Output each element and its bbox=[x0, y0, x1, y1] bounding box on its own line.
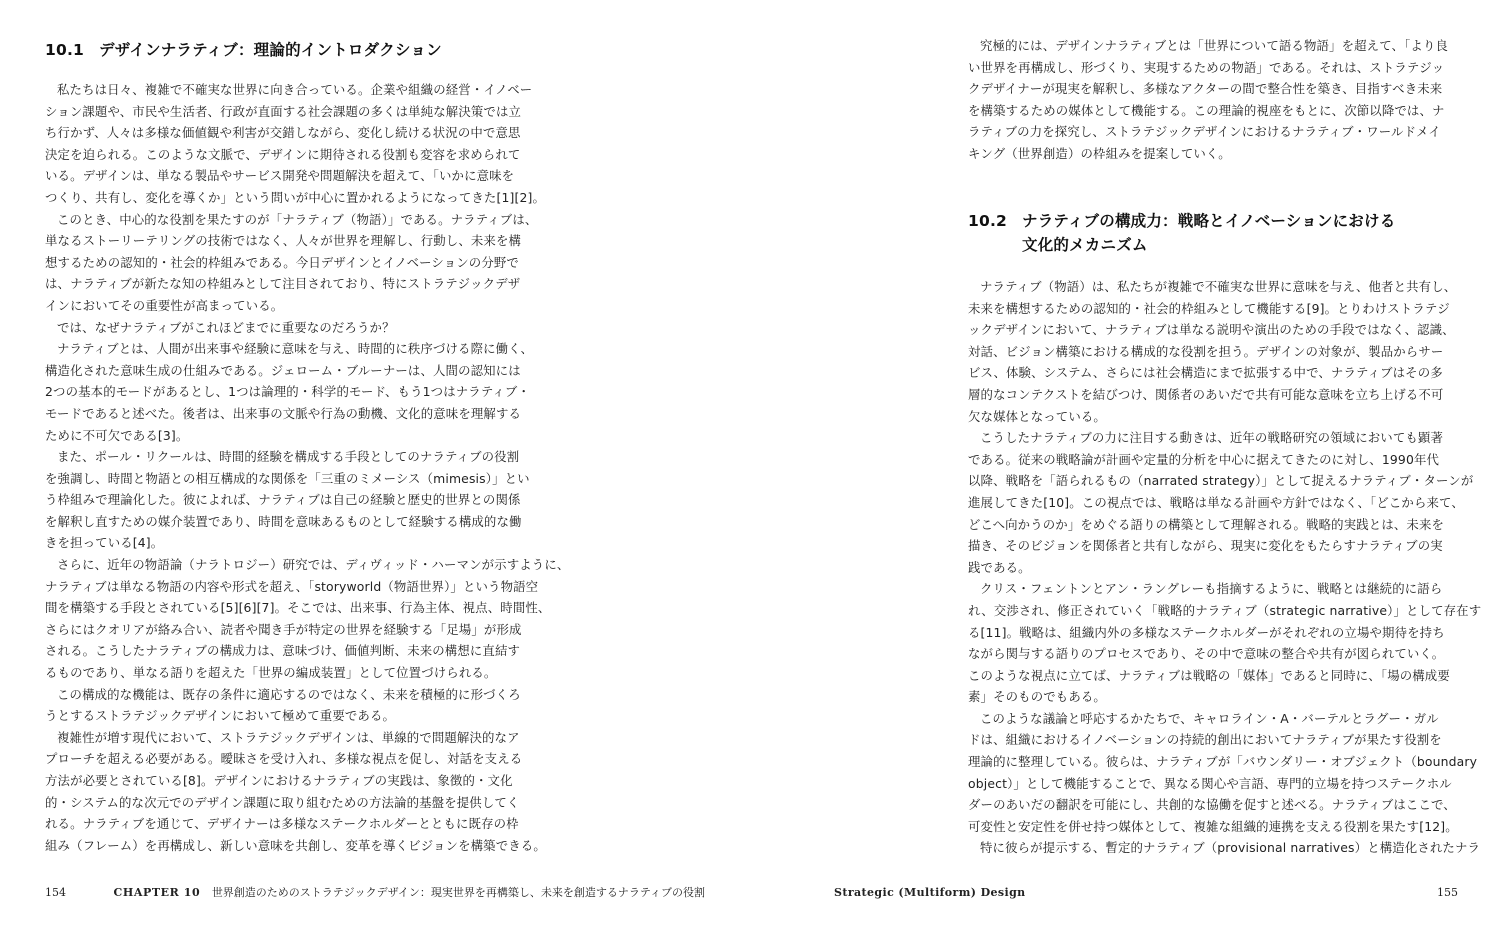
text-line: るものであり、単なる語りを超えた「世界の編成装置」として位置づけられる。 bbox=[45, 665, 497, 681]
text-line: キング（世界創造）の枠組みを提案していく。 bbox=[968, 145, 1231, 161]
text-line: ドは、組織におけるイノベーションの持続的創出においてナラティブが果たす役割を bbox=[968, 732, 1442, 748]
text-line: また、ポール・リクールは、時間的経験を構成する手段としてのナラティブの役割 bbox=[57, 449, 520, 465]
text-line: インにおいてその重要性が高まっている。 bbox=[45, 297, 284, 313]
section-number: 10.1 bbox=[45, 41, 85, 59]
section-heading-10-1 bbox=[45, 38, 442, 62]
text-line: 的・システム的な次元でのデザイン課題に取り組むための方法論的基盤を提供してく bbox=[45, 794, 520, 810]
right-footer bbox=[834, 885, 1458, 901]
text-line: 未来を構想するための認知的・社会的枠組みとして機能する[9]。とりわけストラテジ bbox=[968, 300, 1450, 316]
text-line: される。こうしたナラティブの構成力は、意味づけ、価値判断、未来の構想に直結す bbox=[45, 643, 521, 659]
text-line: 方法が必要とされている[8]。デザインにおけるナラティブの実践は、象徴的・文化 bbox=[45, 773, 513, 788]
text-line: ビス、体験、システム、さらには社会構造にまで拡張する中で、ナラティブはその多 bbox=[968, 365, 1443, 381]
text-line: いる。デザインは、単なる製品やサービス開発や問題解決を超えて、「いかに意味を bbox=[45, 168, 515, 184]
text-line: この構成的な機能は、既存の条件に適応するのではなく、未来を積極的に形づくろ bbox=[57, 686, 521, 702]
text-line: 決定を迫られる。このような文脈で、デザインに期待される役割も変容を求められて bbox=[45, 146, 521, 162]
text-line: きを担っている[4]。 bbox=[45, 535, 164, 551]
text-line: 層的なコンテクストを結びつけ、関係者のあいだで共有可能な意味を立ち上げる不可 bbox=[968, 386, 1444, 402]
text-line: う枠組みで理論化した。彼によれば、ナラティブは自己の経験と歴史的世界との関係 bbox=[45, 492, 521, 508]
text-line: 素」そのものでもある。 bbox=[968, 689, 1106, 705]
text-line: 欠な媒体となっている。 bbox=[968, 408, 1106, 424]
text-line: 以降、戦略を「語られるもの（narrated strategy）」として捉えるナラティブ・ターンが bbox=[968, 473, 1474, 489]
text-line: 究極的には、デザインナラティブとは「世界について語る物語」を超えて、「より良 bbox=[980, 38, 1448, 53]
text-line: ために不可欠である[3]。 bbox=[45, 427, 189, 443]
chapter-label: CHAPTER 10 bbox=[113, 886, 201, 899]
text-line: 組み（フレーム）を再構成し、新しい意味を共創し、変革を導くビジョンを構築できる。 bbox=[45, 837, 546, 853]
text-line: 複雑性が増す現代において、ストラテジックデザインは、単線的で問題解決的なア bbox=[57, 729, 520, 745]
text-line: 特に彼らが提示する、暫定的ナラティブ（provisional narratives）と構造化されたナラ bbox=[980, 840, 1481, 856]
section-title-line1: ナラティブの構成力：戦略とイノベーションにおける bbox=[1022, 212, 1396, 230]
text-line: 践である。 bbox=[968, 559, 1031, 575]
text-line: ックデザインにおいて、ナラティブは単なる説明や演出のための手段ではなく、認識、 bbox=[968, 322, 1455, 338]
text-line: このような議論と呼応するかたちで、キャロライン・A・バーテルとラグー・ガル bbox=[980, 710, 1439, 726]
text-line: 想するための認知的・社会的枠組みである。今日デザインとイノベーションの分野で bbox=[45, 254, 519, 270]
text-line: る[11]。戦略は、組織内外の多様なステークホルダーがそれぞれの立場や期待を持ち bbox=[968, 624, 1445, 640]
text-line: さらにはクオリアが絡み合い、読者や聞き手が特定の世界を経験する「足場」が形成 bbox=[45, 621, 522, 637]
text-line: クデザイナーが現実を解釈し、多様なアクターの間で整合性を築き、目指すべき未来 bbox=[968, 81, 1443, 97]
text-line: は、ナラティブが新たな知の枠組みとして注目されており、特にストラテジックデザ bbox=[45, 276, 521, 292]
right-body-text bbox=[968, 276, 1482, 859]
text-line: では、なぜナラティブがこれほどまでに重要なのだろうか？ bbox=[57, 319, 395, 335]
text-line: ダーのあいだの翻訳を可能にし、共創的な協働を促すと述べる。ナラティブはここで、 bbox=[968, 797, 1456, 813]
text-line: 可変性と安定性を併せ持つ媒体として、複雑な組織的連携を支える役割を果たす[12]。 bbox=[968, 818, 1458, 834]
text-line: 対話、ビジョン構築における構成的な役割を担う。デザインの対象が、製品からサー bbox=[968, 343, 1444, 359]
text-line: ナラティブとは、人間が出来事や経験に意味を与え、時間的に秩序づける際に働く、 bbox=[57, 341, 534, 357]
chapter-title: 世界創造のためのストラテジックデザイン：現実世界を再構築し、未来を創造するナラティブの役割 bbox=[211, 886, 705, 899]
text-line: 私たちは日々、複雑で不確実な世界に向き合っている。企業や組織の経営・イノベー bbox=[57, 82, 533, 97]
right-page bbox=[750, 0, 1500, 927]
text-line: プローチを超える必要がある。曖昧さを受け入れ、多様な視点を促し、対話を支える bbox=[45, 751, 523, 767]
section-title: デザインナラティブ：理論的イントロダクション bbox=[99, 41, 442, 59]
right-intro-text bbox=[968, 35, 1468, 165]
text-line: ナラティブは単なる物語の内容や形式を超え、「storyworld（物語世界）」という物語空 bbox=[45, 578, 539, 594]
text-line: クリス・フェントンとアン・ラングレーも指摘するように、戦略とは継続的に語ら bbox=[980, 581, 1443, 597]
text-line: れる。ナラティブを通じて、デザイナーは多様なステークホルダーとともに既存の枠 bbox=[45, 816, 519, 832]
text-line: 2つの基本的モードがあるとし、1つは論理的・科学的モード、もう1つはナラティブ・ bbox=[45, 384, 531, 400]
text-line: ち行かず、人々は多様な価値観や利害が交錯しながら、変化し続ける状況の中で意思 bbox=[45, 125, 521, 141]
page-number-right: 155 bbox=[1437, 886, 1458, 899]
text-line: モードであると述べた。後者は、出来事の文脈や行為の動機、文化的意味を理解する bbox=[45, 405, 522, 421]
text-line: 単なるストーリーテリングの技術ではなく、人々が世界を理解し、行動し、未来を構 bbox=[45, 233, 522, 249]
left-footer bbox=[45, 885, 705, 901]
text-line: 描き、そのビジョンを関係者と共有しながら、現実に変化をもたらすナラティブの実 bbox=[968, 538, 1443, 554]
text-line: さらに、近年の物語論（ナラトロジー）研究では、ディヴィッド・ハーマンが示すように、 bbox=[57, 557, 570, 573]
text-line: このような視点に立てば、ナラティブは戦略の「媒体」であると同時に、「場の構成要 bbox=[968, 667, 1450, 683]
text-line: ション課題や、市民や生活者、行政が直面する社会課題の多くは単純な解決策では立 bbox=[45, 103, 522, 119]
page-number-left: 154 bbox=[45, 886, 66, 899]
text-line: を解釈し直すための媒介装置であり、時間を意味あるものとして経験する構成的な働 bbox=[45, 513, 522, 529]
text-line: を強調し、時間と物語との相互構成的な関係を「三重のミメーシス（mimesis）」とい bbox=[45, 470, 530, 486]
text-line: れ、交渉され、修正されていく「戦略的ナラティブ（strategic narrative）」として存在す bbox=[968, 602, 1482, 618]
text-line: object）」として機能することで、異なる関心や言語、専門的立場を持つステークホル bbox=[968, 775, 1452, 791]
text-line: ラティブの力を探究し、ストラテジックデザインにおけるナラティブ・ワールドメイ bbox=[968, 124, 1441, 140]
text-line: こうしたナラティブの力に注目する動きは、近年の戦略研究の領域においても顕著 bbox=[980, 430, 1444, 446]
section-title-line2: 文化的メカニズム bbox=[1022, 236, 1148, 254]
running-title: Strategic (Multiform) Design bbox=[834, 886, 1026, 899]
text-line: を構築するための媒体として機能する。この理論的視座をもとに、次節以降では、ナ bbox=[968, 102, 1445, 118]
text-line: 理論的に整理している。彼らは、ナラティブが「バウンダリー・オブジェクト（boundary bbox=[968, 754, 1478, 770]
section-number: 10.2 bbox=[968, 212, 1008, 230]
text-line: つくり、共有し、変化を導くか」という問いが中心に置かれるようになってきた[1][2]。 bbox=[45, 189, 546, 205]
text-line: ナラティブ（物語）は、私たちが複雑で不確実な世界に意味を与え、他者と共有し、 bbox=[980, 279, 1457, 294]
text-line: このとき、中心的な役割を果たすのが「ナラティブ（物語）」である。ナラティブは、 bbox=[57, 211, 538, 227]
text-line: 間を構築する手段とされている[5][6][7]。そこでは、出来事、行為主体、視点、時間性、 bbox=[45, 600, 551, 616]
text-line: ながら関与する語りのプロセスであり、その中で意味の整合や共有が図られていく。 bbox=[968, 646, 1445, 662]
text-line: 進展してきた[10]。この視点では、戦略は単なる計画や方針ではなく、「どこから来て、 bbox=[968, 494, 1464, 510]
text-line: うとするストラテジックデザインにおいて極めて重要である。 bbox=[45, 708, 396, 724]
text-line: どこへ向かうのか」をめぐる語りの構築として理解される。戦略的実践とは、未来を bbox=[968, 516, 1445, 532]
text-line: い世界を再構成し、形づくり、実現するための物語」である。それは、ストラテジッ bbox=[968, 59, 1445, 75]
left-body-text bbox=[45, 79, 570, 856]
text-line: である。従来の戦略論が計画や定量的分析を中心に据えてきたのに対し、1990年代 bbox=[968, 451, 1440, 467]
section-heading-10-2 bbox=[968, 209, 1395, 257]
text-line: 構造化された意味生成の仕組みである。ジェローム・ブルーナーは、人間の認知には bbox=[45, 362, 521, 378]
